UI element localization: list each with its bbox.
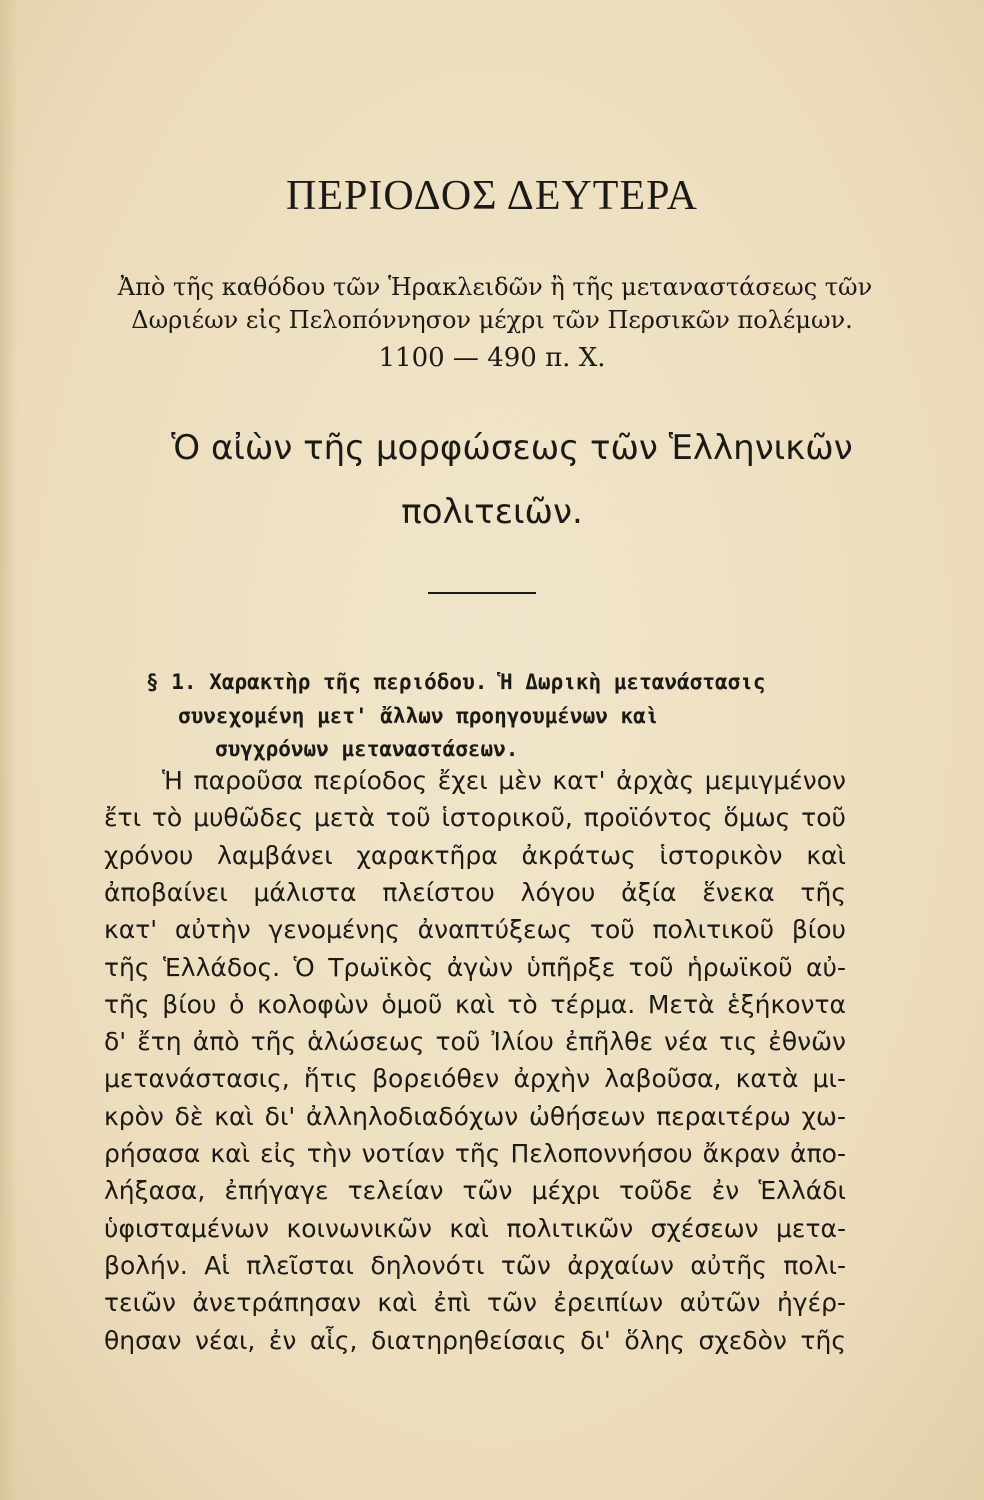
- page-edge-shadow: [0, 0, 18, 1500]
- body-line: ἔτι τὸ μυθῶδες μετὰ τοῦ ἱστορικοῦ, προϊόντος ὅμως τοῦ: [104, 803, 846, 832]
- body-line: ἀποβαίνει μάλιστα πλείστου λόγου ἀξία ἕνεκα τῆς: [104, 878, 846, 907]
- era-title-line-2: πολιτειῶν.: [401, 492, 583, 532]
- body-line: δ' ἔτη ἀπὸ τῆς ἁλώσεως τοῦ Ἰλίου ἐπῆλθε νέα τις ἐθνῶν: [104, 1027, 846, 1056]
- horizontal-rule: [428, 592, 536, 594]
- body-line: Ἡ παροῦσα περίοδος ἔχει μὲν κατ' ἀρχὰς μεμιγμένον: [162, 766, 846, 795]
- date-range: 1100 — 490 π. Χ.: [378, 343, 606, 373]
- body-line: κρὸν δὲ καὶ δι' ἀλληλοδιαδόχων ὠθήσεων περαιτέρω χω-: [104, 1102, 846, 1131]
- section-heading-line-3: συγχρόνων μεταναστάσεων.: [215, 737, 519, 761]
- body-line: κατ' αὐτὴν γενομένης ἀναπτύξεως τοῦ πολιτικοῦ βίου: [104, 915, 846, 944]
- era-title-line-1: Ὁ αἰὼν τῆς μορφώσεως τῶν Ἑλληνικῶν: [171, 428, 853, 468]
- body-line: τειῶν ἀνετράπησαν καὶ ἐπὶ τῶν ἐρειπίων αὐτῶν ἠγέρ-: [104, 1288, 846, 1317]
- period-title: ΠΕΡΙΟΔΟΣ ΔΕΥΤΕΡΑ: [285, 173, 698, 219]
- section-heading-line-1: § 1. Χαρακτὴρ τῆς περιόδου. Ἡ Δωρικὴ μετανάστασις: [146, 670, 766, 694]
- body-line: θησαν νέαι, ἐν αἷς, διατηρηθείσαις δι' ὅλης σχεδὸν τῆς: [104, 1326, 846, 1355]
- body-line: ρήσασα καὶ εἰς τὴν νοτίαν τῆς Πελοποννήσου ἄκραν ἀπο-: [104, 1139, 846, 1168]
- subtitle-line-1: Ἀπὸ τῆς καθόδου τῶν Ἡρακλειδῶν ἢ τῆς μεταναστάσεως τῶν: [117, 273, 873, 301]
- body-line: ὑφισταμένων κοινωνικῶν καὶ πολιτικῶν σχέσεων μετα-: [104, 1214, 846, 1243]
- subtitle-line-2: Δωριέων εἰς Πελοπόννησον μέχρι τῶν Περσικῶν πολέμων.: [131, 306, 853, 334]
- body-line: λήξασα, ἐπήγαγε τελείαν τῶν μέχρι τοῦδε ἐν Ἑλλάδι: [104, 1176, 846, 1205]
- body-line: χρόνου λαμβάνει χαρακτῆρα ἀκράτως ἱστορικὸν καὶ: [104, 841, 846, 870]
- body-line: τῆς Ἑλλάδος. Ὁ Τρωϊκὸς ἀγὼν ὑπῆρξε τοῦ ἡρωϊκοῦ αὐ-: [104, 953, 846, 982]
- section-heading-line-2: συνεχομένη μετ' ἄλλων προηγουμένων καὶ: [178, 704, 659, 728]
- body-line: μετανάστασις, ἥτις βορειόθεν ἀρχὴν λαβοῦσα, κατὰ μι-: [104, 1064, 846, 1093]
- body-line: τῆς βίου ὁ κολοφὼν ὁμοῦ καὶ τὸ τέρμα. Μετὰ ἑξήκοντα: [104, 990, 846, 1019]
- body-line: βολήν. Αἱ πλεῖσται δηλονότι τῶν ἀρχαίων αὐτῆς πολι-: [104, 1251, 846, 1280]
